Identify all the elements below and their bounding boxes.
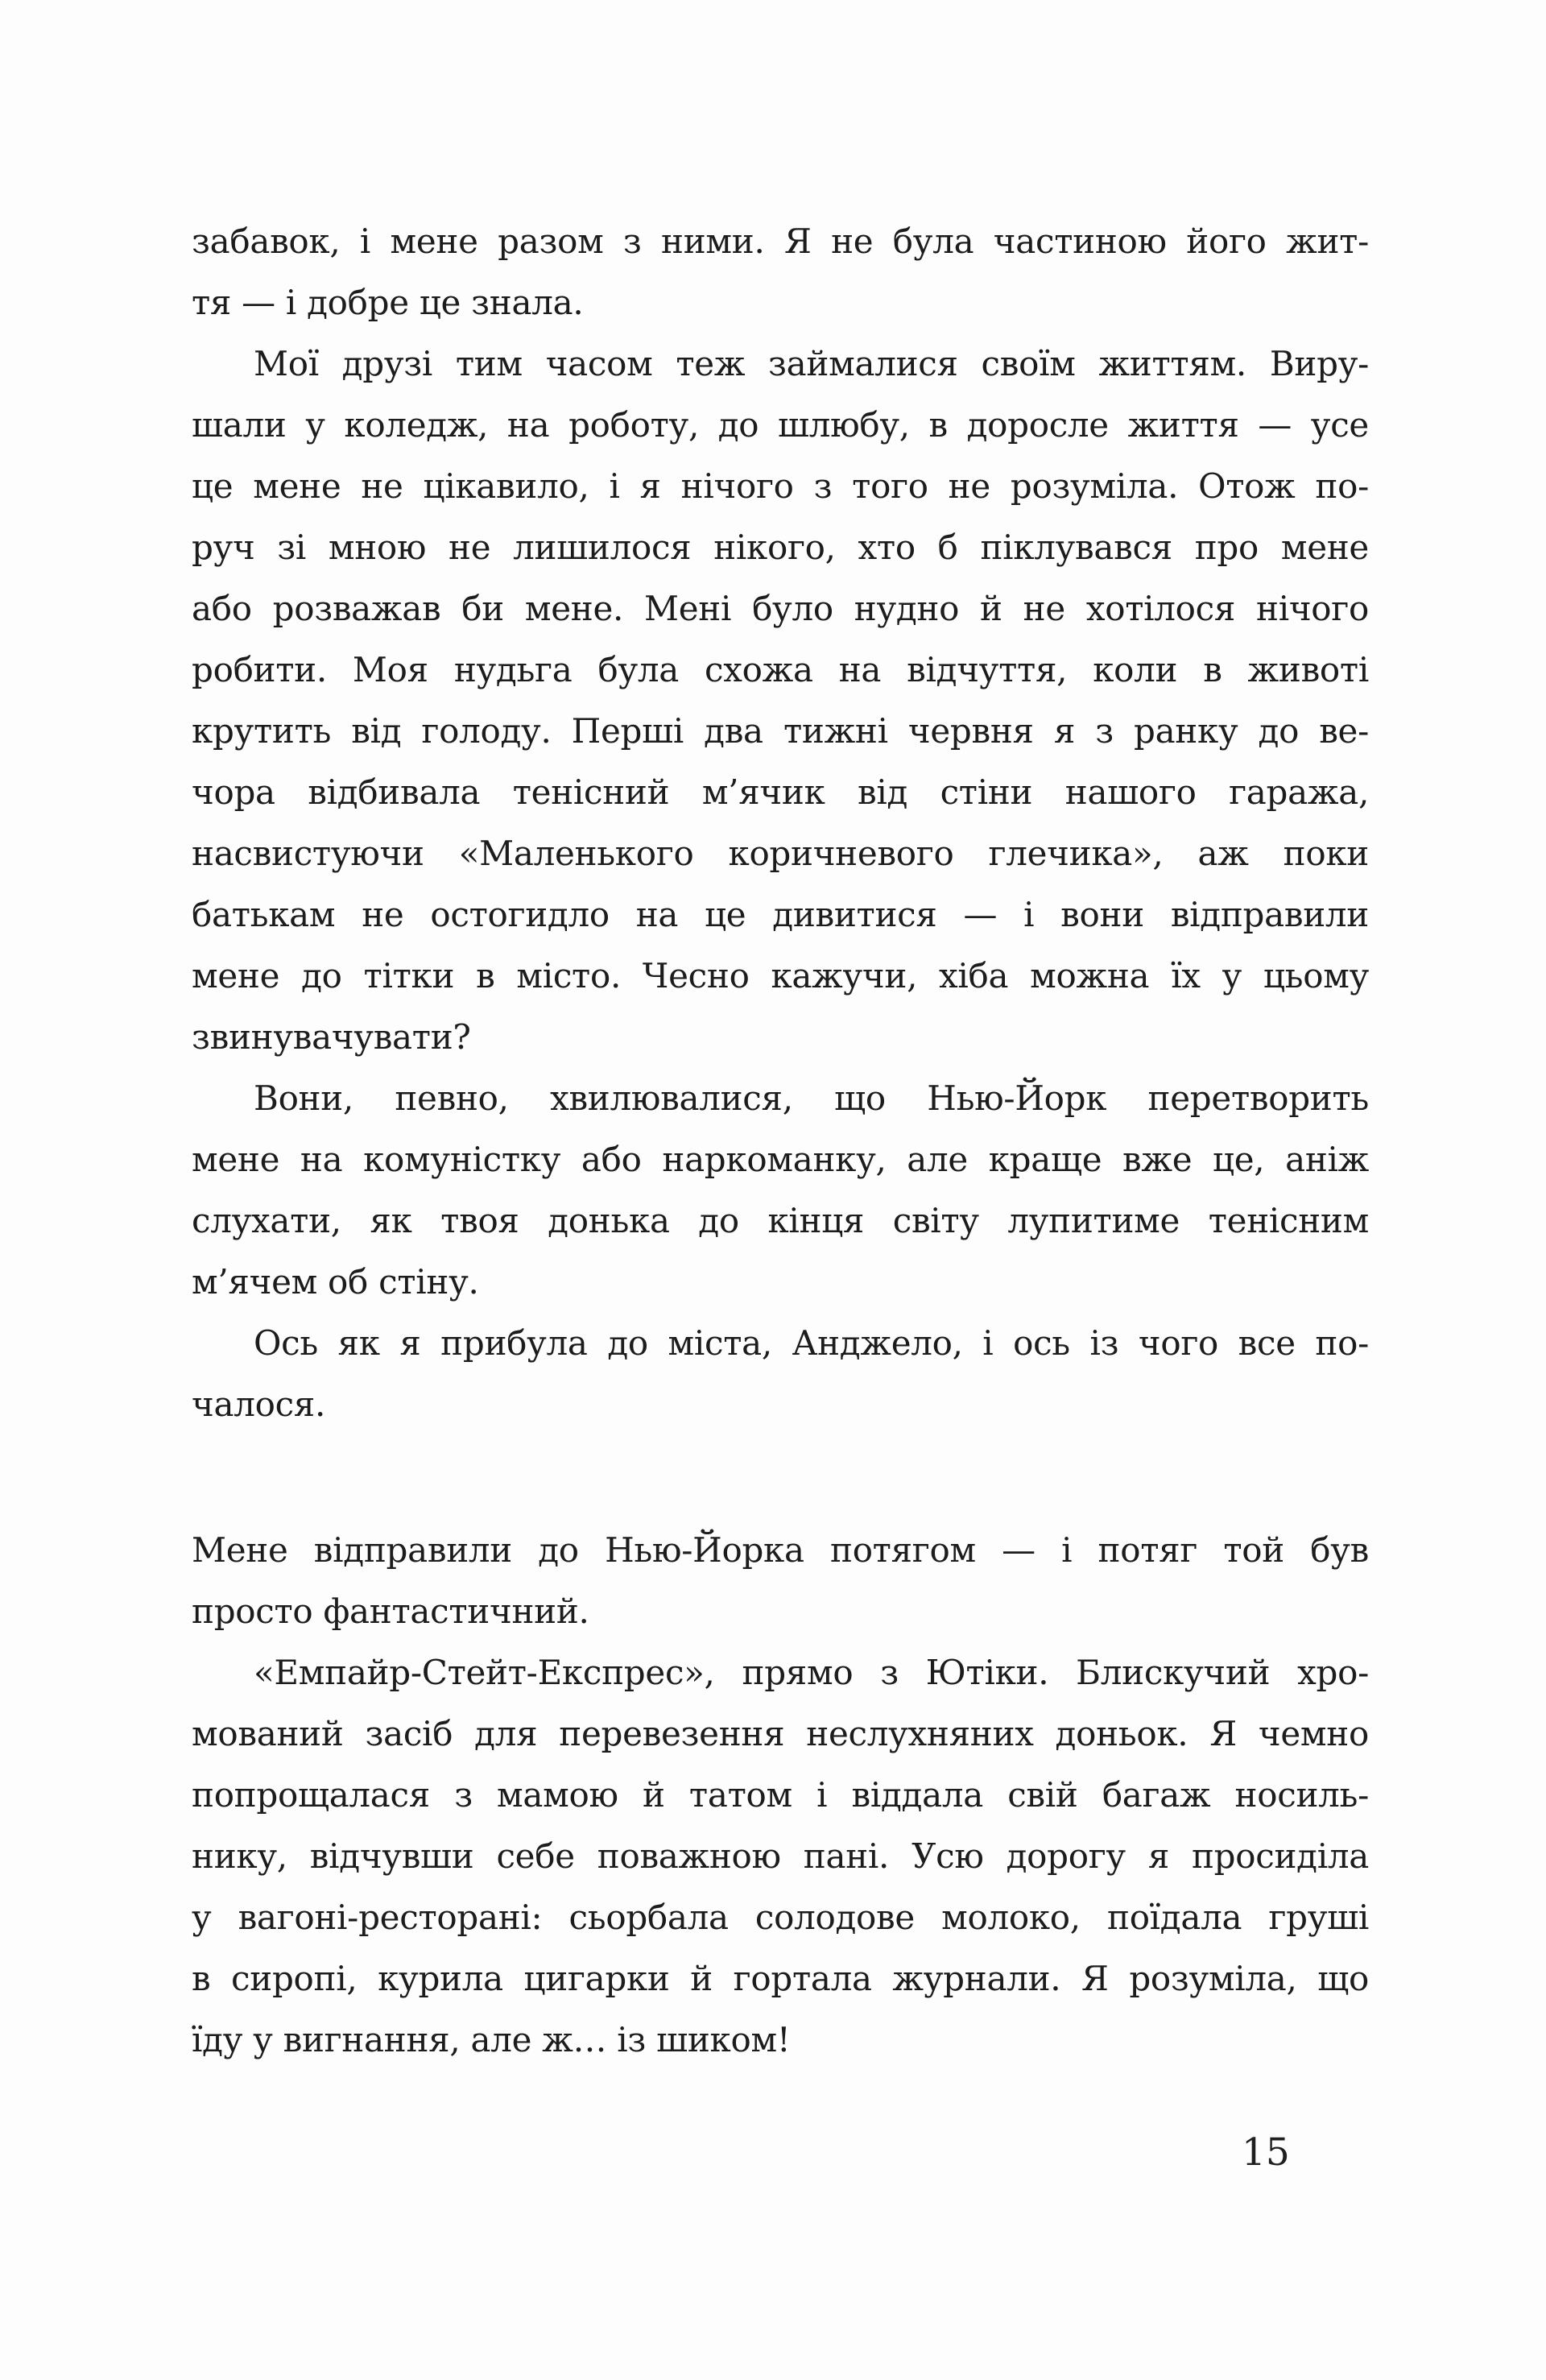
text-line: Мене відправили до Нью-Йорка потягом — і потяг той був bbox=[192, 1530, 1369, 1570]
page-number: 15 bbox=[1242, 2130, 1290, 2175]
text-line: «Емпайр-Стейт-Експрес», прямо з Ютіки. Блискучий хро- bbox=[254, 1653, 1369, 1692]
text-line: звинувачувати? bbox=[192, 1017, 471, 1057]
text-line: мене до тітки в місто. Чесно кажучи, хіба можна їх у цьому bbox=[192, 956, 1369, 995]
text-line: батькам не остогидло на це дивитися — і вони відправили bbox=[192, 895, 1369, 934]
text-line: це мене не цікавило, і я нічого з того не розуміла. Отож по- bbox=[192, 466, 1369, 506]
text-line: слухати, як твоя донька до кінця світу лупитиме тенісним bbox=[192, 1201, 1369, 1240]
text-line: чалося. bbox=[192, 1385, 326, 1424]
text-line: забавок, і мене разом з ними. Я не була частиною його жит- bbox=[192, 221, 1369, 261]
text-line: попрощалася з мамою й татом і віддала свій багаж носиль- bbox=[192, 1775, 1369, 1815]
text-line: просто фантастичний. bbox=[192, 1591, 589, 1631]
text-line: нику, відчувши себе поважною пані. Усю дорогу я просиділа bbox=[192, 1836, 1369, 1876]
text-line: або розважав би мене. Мені було нудно й не хотілося нічого bbox=[192, 589, 1369, 628]
page-text-block bbox=[192, 211, 1369, 2071]
text-line: чора відбивала тенісний м’ячик від стіни нашого гаража, bbox=[192, 772, 1369, 812]
text-line: шали у коледж, на роботу, до шлюбу, в доросле життя — усе bbox=[192, 405, 1369, 445]
text-line: робити. Моя нудьга була схожа на відчуття, коли в животі bbox=[192, 650, 1369, 689]
text-line: Ось як я прибула до міста, Анджело, і ось із чого все по- bbox=[254, 1323, 1369, 1363]
text-line: м’ячем об стіну. bbox=[192, 1262, 479, 1302]
text-line: Мої друзі тим часом теж займалися своїм життям. Виру- bbox=[254, 344, 1369, 383]
text-line: насвистуючи «Маленького коричневого глечика», аж поки bbox=[192, 834, 1369, 873]
text-line: їду у вигнання, але ж… із шиком! bbox=[192, 2020, 791, 2059]
text-line: Вони, певно, хвилювалися, що Нью-Йорк перетворить bbox=[254, 1078, 1369, 1118]
text-line: мене на комуністку або наркоманку, але краще вже це, аніж bbox=[192, 1140, 1369, 1179]
text-line: у вагоні-ресторані: сьорбала солодове молоко, поїдала груші bbox=[192, 1898, 1369, 1937]
text-line: крутить від голоду. Перші два тижні червня я з ранку до ве- bbox=[192, 711, 1369, 751]
text-line: мований засіб для перевезення неслухняних доньок. Я чемно bbox=[192, 1714, 1369, 1753]
text-line: руч зі мною не лишилося нікого, хто б піклувався про мене bbox=[192, 528, 1369, 567]
text-line: в сиропі, курила цигарки й гортала журнали. Я розуміла, що bbox=[192, 1959, 1369, 1998]
text-line: тя — і добре це знала. bbox=[192, 283, 584, 322]
